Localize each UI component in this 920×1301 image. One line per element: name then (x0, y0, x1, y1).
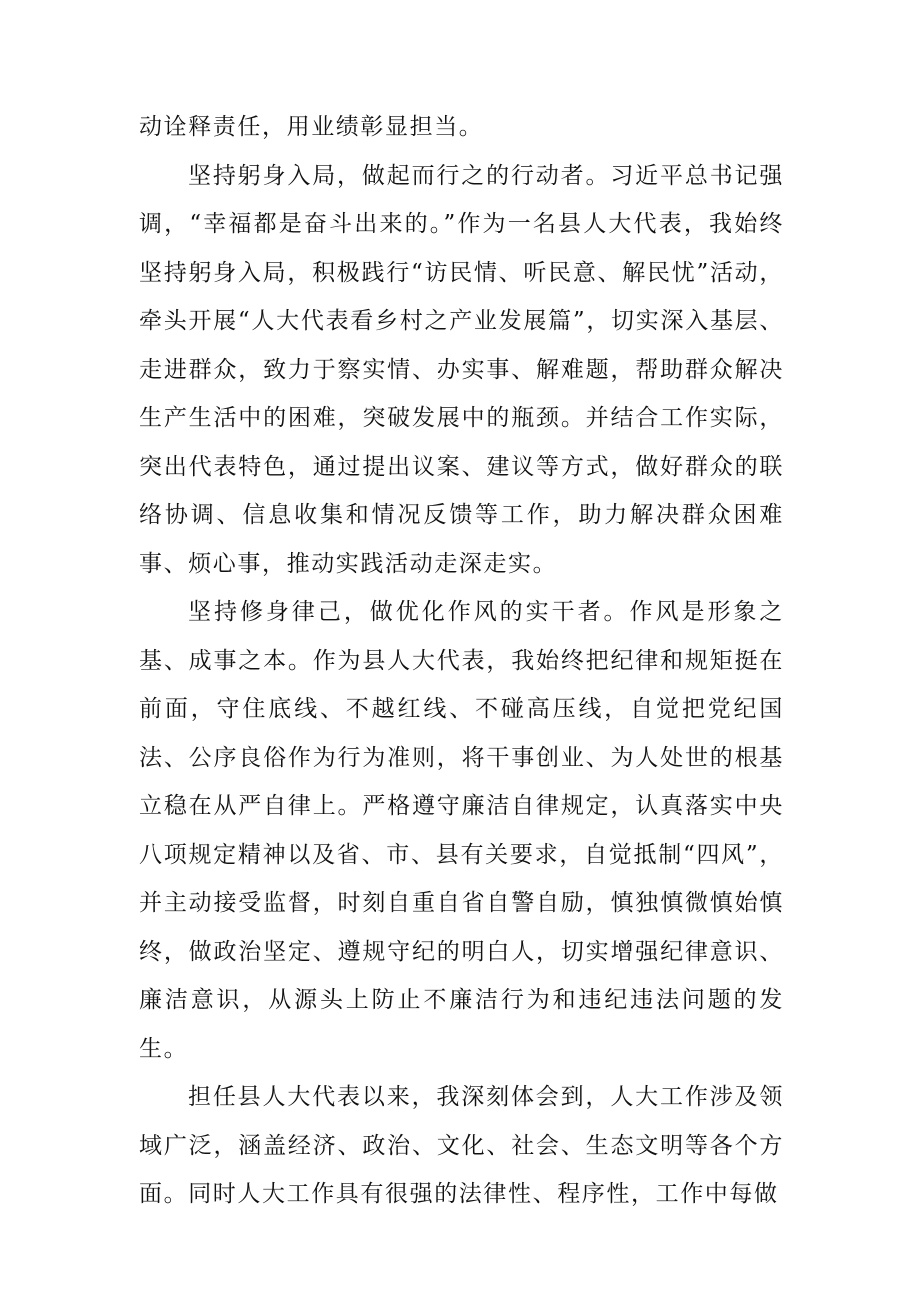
paragraph-experience: 担任县人大代表以来，我深刻体会到，人大工作涉及领域广泛，涵盖经济、政治、文化、社会、生态文明等各个方面。同时人大工作具有很强的法律性、程序性，工作中每做 (139, 1084, 784, 1207)
document-body (139, 103, 784, 1219)
paragraph-personal-involvement: 坚持躬身入局，做起而行之的行动者。习近平总书记强调，“幸福都是奋斗出来的。”作为一名县人大代表，我始终坚持躬身入局，积极践行“访民情、听民意、解民忧”活动，牵头开展“人大代表看乡村之产业发展篇”，切实深入基层、走进群众，致力于察实情、办实事、解难题，帮助群众解决生产生活中的困难，突破发展中的瓶颈。并结合工作实际，突出代表特色，通过提出议案、建议等方式，做好群众的联络协调、信息收集和情况反馈等工作，助力解决群众困难事、烦心事，推动实践活动走深走实。 (139, 162, 784, 577)
paragraph-continuation: 动诠释责任，用业绩彰显担当。 (139, 114, 484, 140)
paragraph-self-discipline: 坚持修身律己，做优化作风的实干者。作风是形象之基、成事之本。作为县人大代表，我始终把纪律和规矩挺在前面，守住底线、不越红线、不碰高压线，自觉把党纪国法、公序良俗作为行为准则，将干事创业、为人处世的根基立稳在从严自律上。严格遵守廉洁自律规定，认真落实中央八项规定精神以及省、市、县有关要求，自觉抵制“四风”，并主动接受监督，时刻自重自省自警自励，慎独慎微慎始慎终，做政治坚定、遵规守纪的明白人，切实增强纪律意识、廉洁意识，从源头上防止不廉洁行为和违纪违法问题的发生。 (139, 599, 784, 1062)
